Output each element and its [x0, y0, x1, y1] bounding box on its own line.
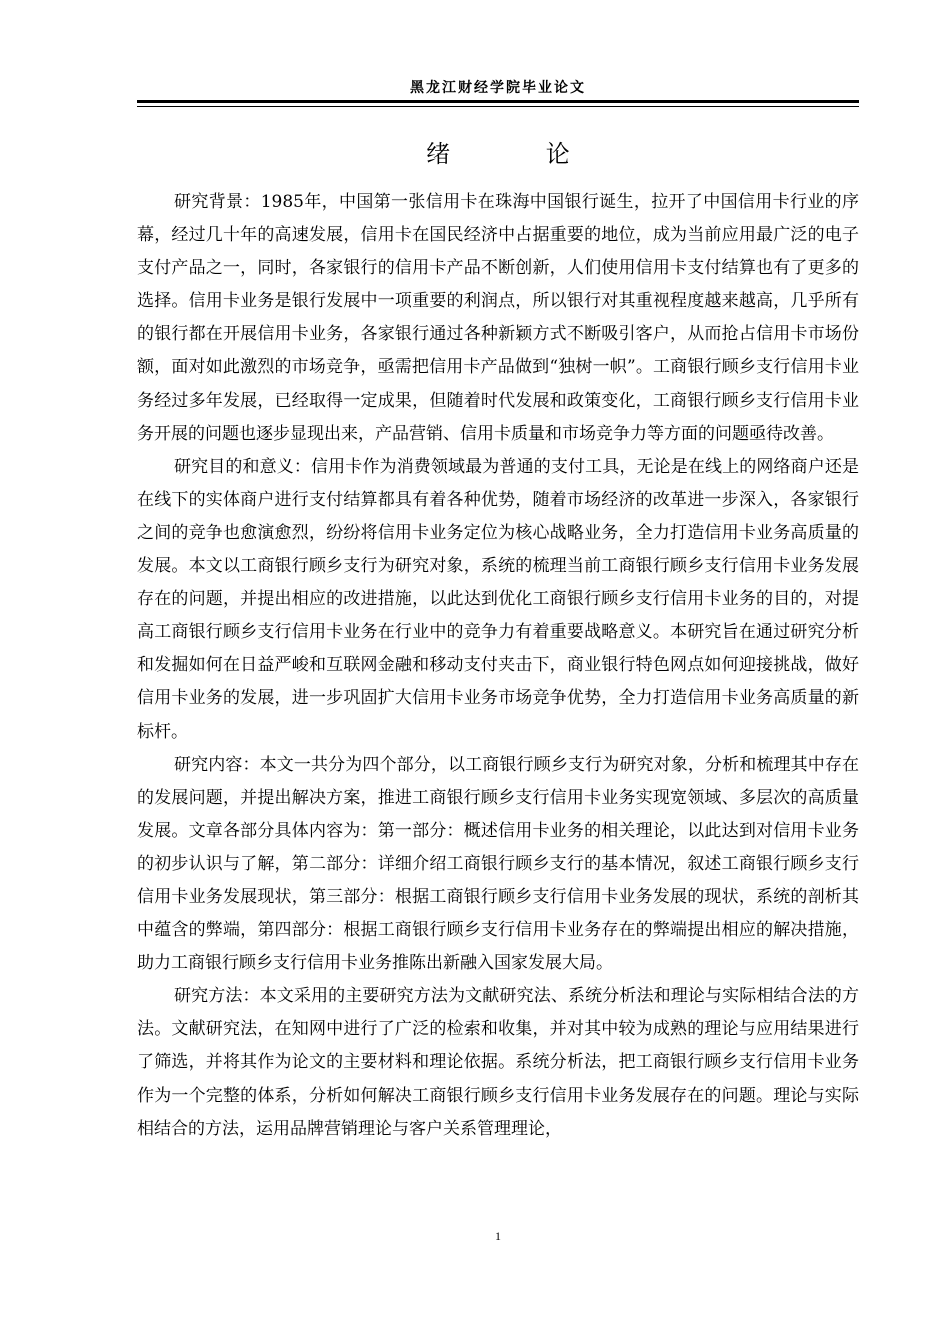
- body-text: [137, 186, 859, 1146]
- paragraph-research-method: 研究方法：本文采用的主要研究方法为文献研究法、系统分析法和理论与实际相结合法的方法。文献研究法，在知网中进行了广泛的检索和收集，并对其中较为成熟的理论与应用结果进行了筛选，并将其作为论文的主要材料和理论依据。系统分析法，把工商银行顾乡支行信用卡业务作为一个完整的体系，分析如何解决工商银行顾乡支行信用卡业务发展存在的问题。理论与实际相结合的方法，运用品牌营销理论与客户关系管理理论，: [137, 986, 859, 1139]
- paragraph-research-content: 研究内容：本文一共分为四个部分，以工商银行顾乡支行为研究对象，分析和梳理其中存在的发展问题，并提出解决方案，推进工商银行顾乡支行信用卡业务实现宽领域、多层次的高质量发展。文章各部分具体内容为：第一部分：概述信用卡业务的相关理论，以此达到对信用卡业务的初步认识与了解，第二部分：详细介绍工商银行顾乡支行的基本情况，叙述工商银行顾乡支行信用卡业务发展现状，第三部分：根据工商银行顾乡支行信用卡业务发展的现状，系统的剖析其中蕴含的弊端，第四部分：根据工商银行顾乡支行信用卡业务存在的弊端提出相应的解决措施，助力工商银行顾乡支行信用卡业务推陈出新融入国家发展大局。: [137, 754, 859, 974]
- header-rule-thin: [137, 106, 859, 107]
- page-number: 1: [495, 1229, 501, 1243]
- header-rule-thick: [137, 100, 859, 103]
- running-header: 黑龙江财经学院毕业论文: [410, 80, 586, 96]
- section-title: 绪 论: [426, 140, 614, 168]
- paragraph-research-purpose: 研究目的和意义：信用卡作为消费领域最为普通的支付工具，无论是在线上的网络商户还是在线下的实体商户进行支付结算都具有着各种优势，随着市场经济的改革进一步深入，各家银行之间的竞争也愈演愈烈，纷纷将信用卡业务定位为核心战略业务，全力打造信用卡业务高质量的发展。本文以工商银行顾乡支行为研究对象，系统的梳理当前工商银行顾乡支行信用卡业务发展存在的问题，并提出相应的改进措施，以此达到优化工商银行顾乡支行信用卡业务的目的，对提高工商银行顾乡支行信用卡业务在行业中的竞争力有着重要战略意义。本研究旨在通过研究分析和发掘如何在日益严峻和互联网金融和移动支付夹击下，商业银行特色网点如何迎接挑战，做好信用卡业务的发展，进一步巩固扩大信用卡业务市场竞争优势，全力打造信用卡业务高质量的新标杆。: [137, 456, 859, 742]
- paragraph-research-background: 研究背景：1985年，中国第一张信用卡在珠海中国银行诞生，拉开了中国信用卡行业的序幕，经过几十年的高速发展，信用卡在国民经济中占据重要的地位，成为当前应用最广泛的电子支付产品之一，同时，各家银行的信用卡产品不断创新，人们使用信用卡支付结算也有了更多的选择。信用卡业务是银行发展中一项重要的利润点，所以银行对其重视程度越来越高，几乎所有的银行都在开展信用卡业务，各家银行通过各种新颖方式不断吸引客户，从而抢占信用卡市场份额，面对如此激烈的市场竞争，亟需把信用卡产品做到“独树一帜”。工商银行顾乡支行信用卡业务经过多年发展，已经取得一定成果，但随着时代发展和政策变化，工商银行顾乡支行信用卡业务开展的问题也逐步显现出来，产品营销、信用卡质量和市场竞争力等方面的问题亟待改善。: [137, 192, 859, 444]
